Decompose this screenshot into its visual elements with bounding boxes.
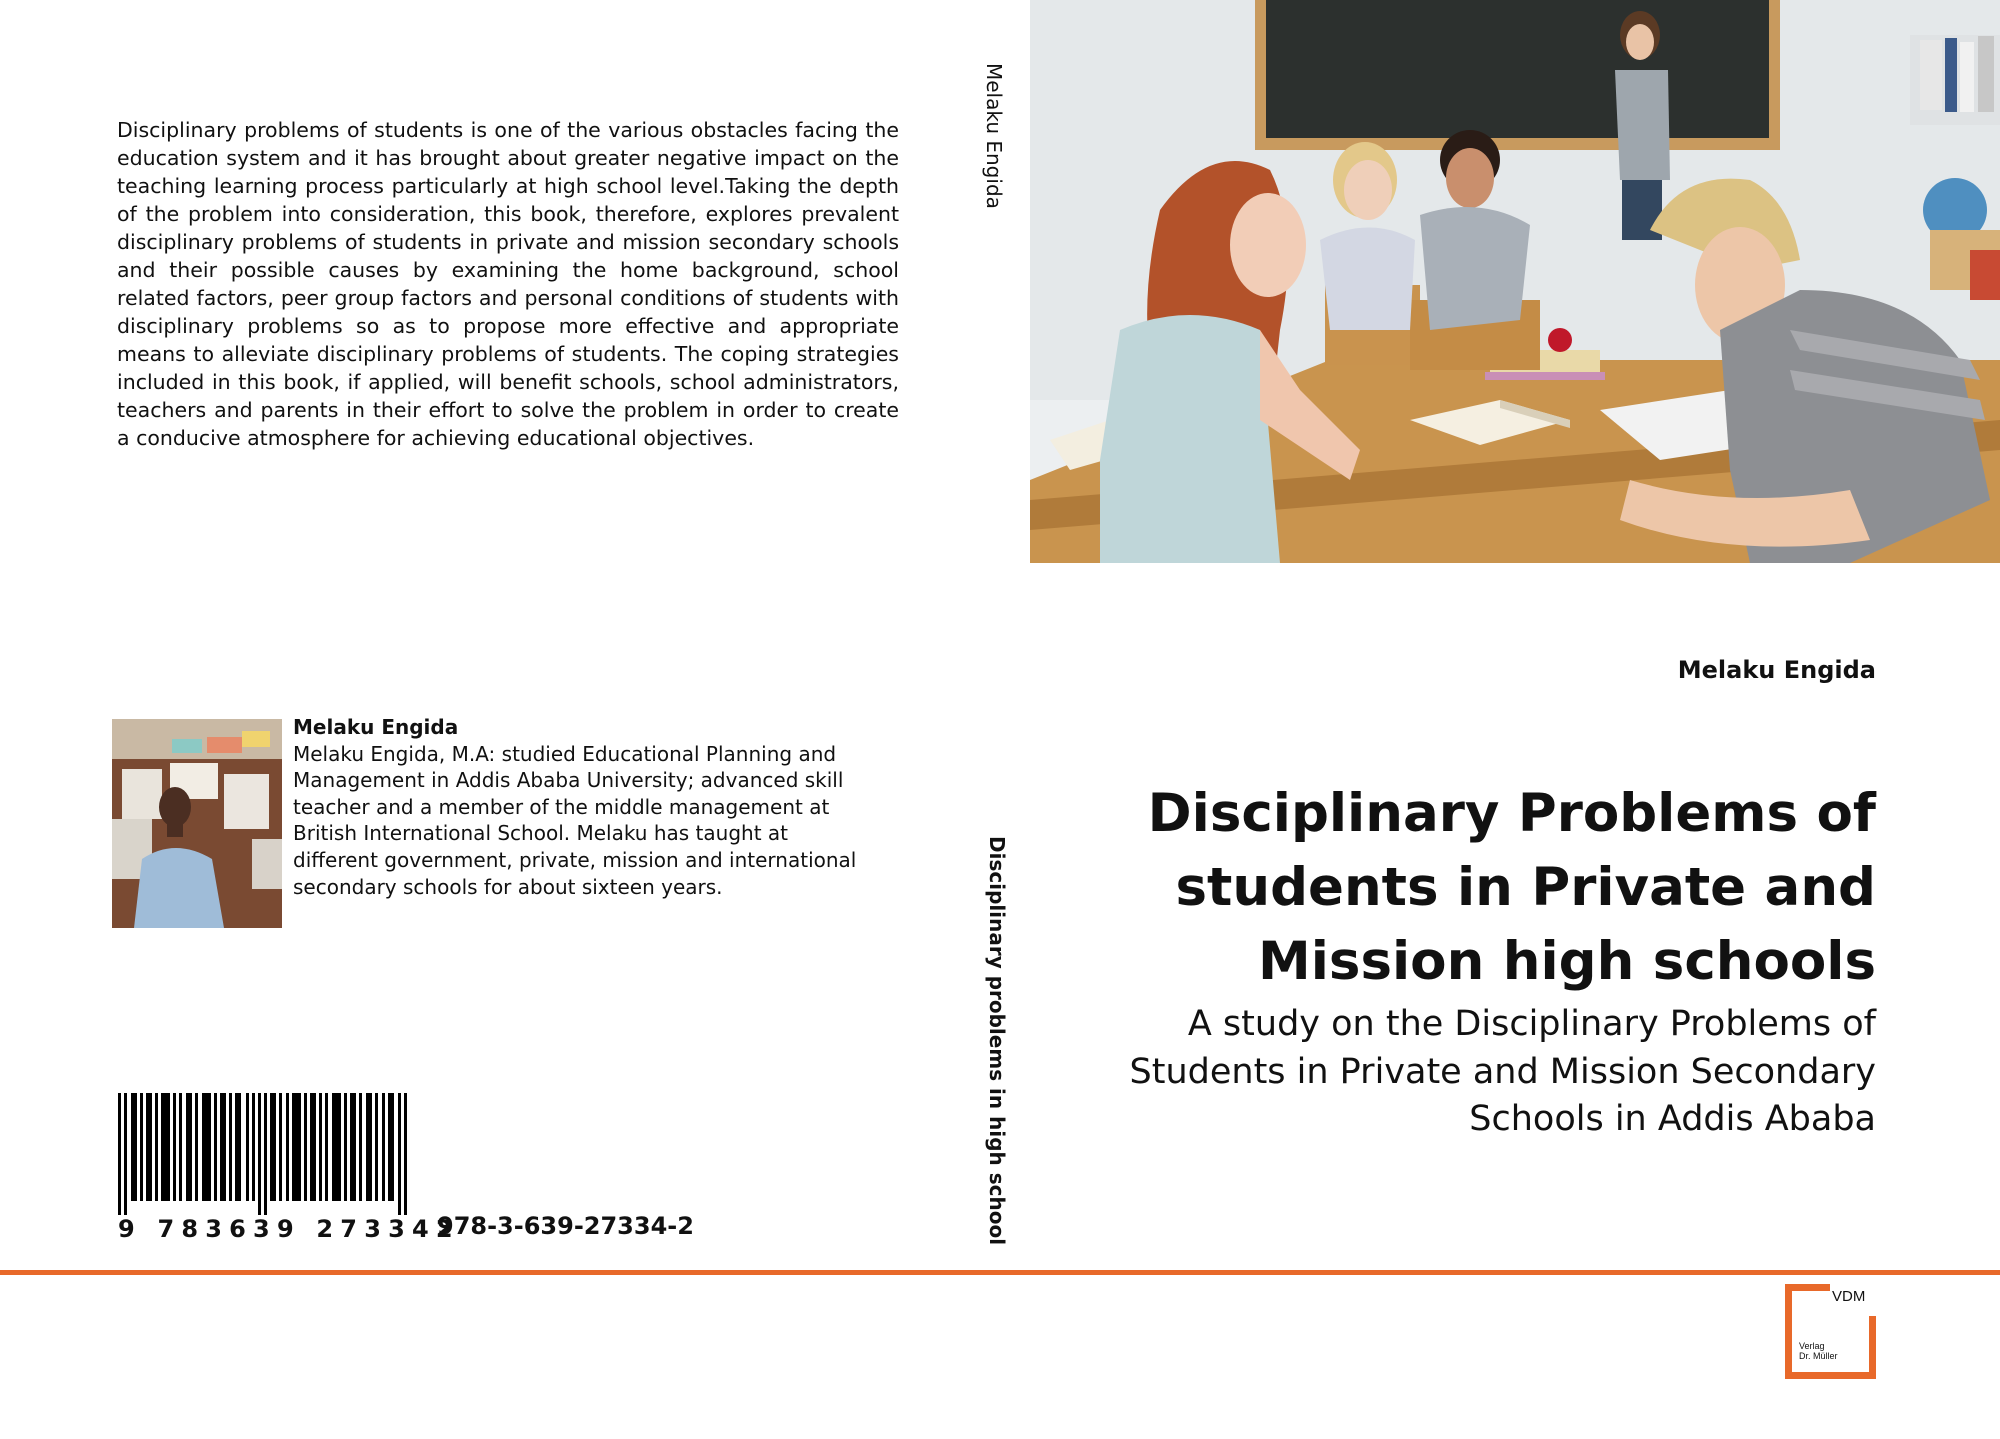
author-photo (112, 719, 282, 928)
front-subtitle: A study on the Disciplinary Problems of Students in Private and Mission Secondary Schools in Addis Ababa (1129, 1004, 1876, 1139)
isbn: 978-3-639-27334-2 (437, 1212, 694, 1240)
author-bio (293, 714, 873, 900)
front-cover-photo (1030, 0, 2000, 563)
spine-author: Melaku Engida (982, 63, 1006, 209)
barcode (118, 1093, 410, 1215)
logo-vdm-text: VDM (1832, 1288, 1866, 1305)
barcode-digits: 9 783639 273342 (118, 1215, 460, 1243)
spine-title: Disciplinary problems in high school (985, 836, 1009, 1246)
bio-text: Melaku Engida, M.A: studied Educational Planning and Management in Addis Ababa University; advanced skill teacher and a member of the middle management at British International School. Melaku has taught at different government, private, mission and international secondary schools for about sixteen years. (293, 741, 857, 899)
back-cover-blurb: Disciplinary problems of students is one of the various obstacles facing the education system and it has brought about greater negative impact on the teaching learning process particularly at high school level.Taking the depth of the problem into consideration, this book, therefore, explores prevalent disciplinary problems of students in private and mission secondary schools and their possible causes by examining the home background, school related factors, peer group factors and personal conditions of students with disciplinary problems so as to propose more effective and appropriate means to alleviate disciplinary problems of students. The coping strategies included in this book, if applied, will benefit schools, school administrators, teachers and parents in their effort to solve the problem in order to create a conducive atmosphere for achieving educational objectives. (117, 118, 899, 450)
logo-line-mueller: Dr. Müller (1799, 1351, 1838, 1361)
front-title: Disciplinary Problems of students in Private and Mission high schools (1147, 783, 1876, 992)
logo-publisher-text (1799, 1341, 1859, 1361)
bio-author-name: Melaku Engida (293, 715, 459, 739)
logo-line-verlag: Verlag (1799, 1341, 1825, 1351)
front-author: Melaku Engida (1677, 656, 1876, 684)
orange-divider (0, 1270, 2000, 1275)
